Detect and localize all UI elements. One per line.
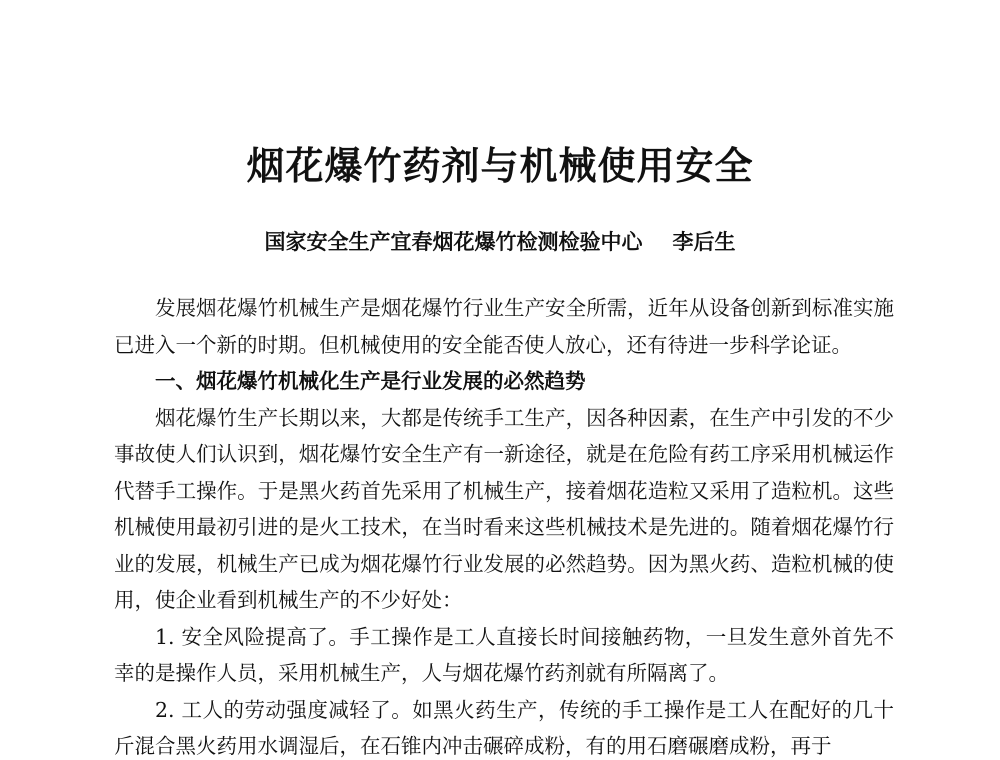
author-affiliation: 国家安全生产宜春烟花爆竹检测检验中心 (264, 229, 643, 254)
author-name: 李后生 (672, 229, 736, 254)
article-body (114, 290, 894, 760)
section-heading: 一、烟花爆竹机械化生产是行业发展的必然趋势 (155, 369, 586, 393)
paragraph-point-1: 1. 安全风险提高了。手工操作是工人直接长时间接触药物，一旦发生意外首先不幸的是操作人员，采用机械生产，人与烟花爆竹药剂就有所隔离了。 (114, 624, 894, 685)
author-line (0, 226, 1000, 258)
paragraph-body: 烟花爆竹生产长期以来，大都是传统手工生产，因各种因素，在生产中引发的不少事故使人们认识到，烟花爆竹安全生产有一新途径，就是在危险有药工序采用机械运作代替手工操作。于是黑火药首先采用了机械生产，接着烟花造粒又采用了造粒机。这些机械使用最初引进的是火工技术，在当时看来这些机械技术是先进的。随着烟花爆竹行业的发展，机械生产已成为烟花爆竹行业发展的必然趋势。因为黑火药、造粒机械的使用，使企业看到机械生产的不少好处： (114, 405, 894, 612)
paragraph-intro: 发展烟花爆竹机械生产是烟花爆竹行业生产安全所需，近年从设备创新到标准实施已进入一个新的时期。但机械使用的安全能否使人放心，还有待进一步科学论证。 (114, 296, 894, 357)
article-title: 烟花爆竹药剂与机械使用安全 (246, 143, 754, 188)
paragraph-point-2: 2. 工人的劳动强度减轻了。如黑火药生产，传统的手工操作是工人在配好的几十斤混合黑火药用水调湿后，在石锥内冲击碾碎成粉，有的用石磨碾磨成粉，再于 (114, 697, 894, 758)
